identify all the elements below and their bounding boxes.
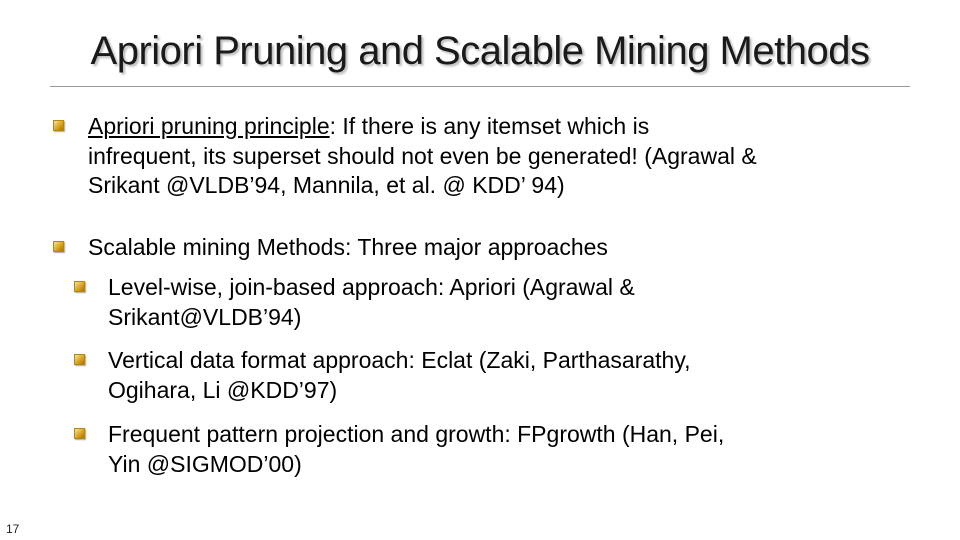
bullet-line — [88, 112, 757, 142]
bullet-item — [88, 233, 608, 263]
bullet-line: infrequent, its superset should not even be generated! (Agrawal & — [88, 142, 757, 169]
bullet-line: Vertical data format approach: Eclat (Zaki, Parthasarathy, — [108, 347, 691, 373]
sub-bullet-item — [108, 346, 691, 405]
bullet-icon — [53, 120, 64, 131]
bullet-line: Yin @SIGMOD’00) — [108, 450, 302, 477]
term-apriori-pruning: Apriori pruning principle — [88, 113, 330, 139]
sub-bullet-icon — [74, 281, 85, 292]
bullet-line: Scalable mining Methods: Three major approaches — [88, 234, 608, 260]
bullet-line: Level-wise, join-based approach: Apriori (Agrawal & — [108, 274, 635, 300]
slide-number: 17 — [6, 522, 20, 536]
bullet-text: : If there is any itemset which is — [329, 113, 650, 139]
bullet-line: Srikant@VLDB’94) — [108, 303, 302, 330]
sub-bullet-item — [108, 273, 635, 332]
bullet-line: Ogihara, Li @KDD’97) — [108, 376, 338, 403]
bullet-line: Srikant @VLDB’94, Mannila, et al. @ KDD’ 94) — [88, 172, 565, 198]
sub-bullet-icon — [74, 354, 85, 365]
sub-bullet-item — [108, 420, 724, 479]
bullet-item — [88, 112, 757, 201]
sub-bullet-icon — [74, 428, 85, 439]
bullet-line: Frequent pattern projection and growth: FPgrowth (Han, Pei, — [108, 421, 725, 447]
slide-title: Apriori Pruning and Scalable Mining Methods — [90, 29, 870, 73]
title-divider — [50, 86, 910, 87]
bullet-icon — [53, 241, 64, 252]
